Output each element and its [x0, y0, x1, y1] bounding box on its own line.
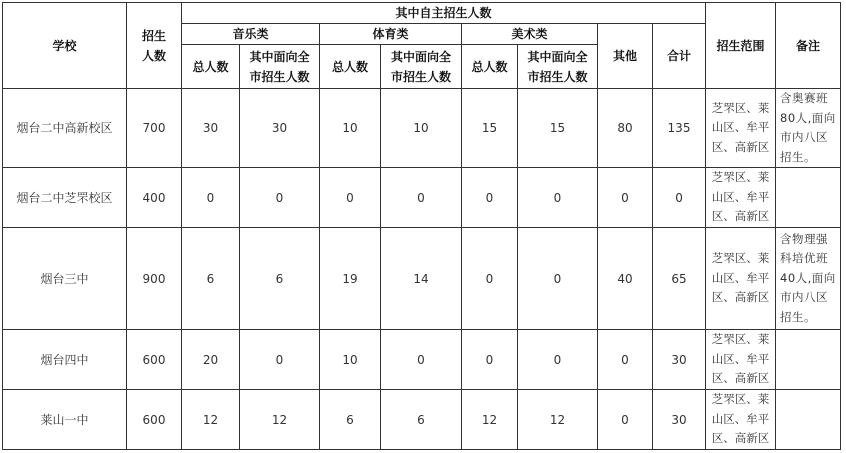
- header-self-enroll: 其中自主招生人数: [182, 3, 706, 24]
- cell-art-total: 0: [462, 168, 518, 228]
- cell-sum: 65: [653, 228, 706, 330]
- header-note: 备注: [776, 3, 841, 89]
- header-citywide-line: 市招生人数: [527, 69, 588, 84]
- header-art: 美术类: [462, 24, 598, 45]
- table-row: [3, 228, 841, 330]
- cell-art-city: 0: [518, 168, 598, 228]
- cell-sum: 0: [653, 168, 706, 228]
- header-music-citywide: [240, 45, 320, 89]
- cell-music-total: 0: [182, 168, 240, 228]
- cell-music-total: 6: [182, 228, 240, 330]
- cell-art-city: 0: [518, 330, 598, 390]
- cell-note: [776, 390, 841, 450]
- cell-art-total: 0: [462, 228, 518, 330]
- cell-sports-total: 6: [320, 390, 381, 450]
- note-line: 招生。: [780, 309, 817, 324]
- cell-sports-city: 14: [381, 228, 462, 330]
- enrollment-table: [2, 2, 841, 450]
- cell-sports-city: 6: [381, 390, 462, 450]
- range-line: 区、高新区: [711, 290, 770, 305]
- range-line: 芝罘区、莱: [711, 332, 770, 347]
- table-body: [3, 89, 841, 450]
- header-enroll: [127, 3, 182, 89]
- range-line: 芝罘区、莱: [711, 170, 770, 185]
- cell-sum: 135: [653, 89, 706, 168]
- cell-sports-city: 0: [381, 168, 462, 228]
- cell-sum: 30: [653, 330, 706, 390]
- cell-range: [706, 168, 776, 228]
- cell-range: [706, 89, 776, 168]
- cell-enroll: 600: [127, 330, 182, 390]
- table-row: [3, 330, 841, 390]
- note-line: 市内八区: [780, 130, 829, 144]
- header-sports: 体育类: [320, 24, 462, 45]
- cell-sports-city: 0: [381, 330, 462, 390]
- note-line: 含奥赛班: [780, 91, 829, 105]
- note-line: 含物理强: [780, 231, 829, 246]
- range-line: 山区、牟平: [711, 351, 770, 366]
- header-citywide-line: 市招生人数: [390, 69, 451, 84]
- cell-sports-total: 0: [320, 168, 381, 228]
- cell-music-city: 0: [240, 330, 320, 390]
- header-range: 招生范围: [706, 3, 776, 89]
- header-sports-citywide: [381, 45, 462, 89]
- cell-school: 烟台四中: [3, 330, 127, 390]
- cell-note: [776, 89, 841, 168]
- header-other: 其他: [598, 24, 653, 89]
- cell-other: 40: [598, 228, 653, 330]
- note-line: 科培优班: [780, 251, 829, 266]
- cell-sum: 30: [653, 390, 706, 450]
- cell-school: 烟台二中高新校区: [3, 89, 127, 168]
- cell-enroll: 400: [127, 168, 182, 228]
- cell-art-total: 0: [462, 330, 518, 390]
- header-music-total: 总人数: [182, 45, 240, 89]
- cell-music-city: 0: [240, 168, 320, 228]
- cell-art-city: 15: [518, 89, 598, 168]
- cell-range: [706, 390, 776, 450]
- cell-music-total: 20: [182, 330, 240, 390]
- cell-school: 莱山一中: [3, 390, 127, 450]
- table-row: [3, 390, 841, 450]
- note-line: 40人,面向: [780, 270, 836, 285]
- range-line: 山区、牟平: [711, 120, 770, 135]
- cell-range: [706, 330, 776, 390]
- range-line: 区、高新区: [711, 209, 770, 224]
- range-line: 山区、牟平: [711, 411, 770, 426]
- cell-sports-total: 10: [320, 330, 381, 390]
- header-school: 学校: [3, 3, 127, 89]
- header-sports-total: 总人数: [320, 45, 381, 89]
- header-enroll-line: 人数: [141, 48, 166, 63]
- cell-school: 烟台二中芝罘校区: [3, 168, 127, 228]
- cell-music-city: 30: [240, 89, 320, 168]
- cell-note: [776, 168, 841, 228]
- header-music: 音乐类: [182, 24, 320, 45]
- cell-art-city: 0: [518, 228, 598, 330]
- cell-enroll: 700: [127, 89, 182, 168]
- cell-sports-total: 10: [320, 89, 381, 168]
- header-citywide-line: 其中面向全: [390, 49, 451, 64]
- range-line: 区、高新区: [711, 371, 770, 386]
- cell-other: 0: [598, 330, 653, 390]
- cell-music-total: 30: [182, 89, 240, 168]
- cell-enroll: 900: [127, 228, 182, 330]
- range-line: 山区、牟平: [711, 189, 770, 204]
- cell-other: 0: [598, 390, 653, 450]
- range-line: 芝罘区、莱: [711, 251, 770, 266]
- header-citywide-line: 市招生人数: [249, 69, 310, 84]
- header-art-citywide: [518, 45, 598, 89]
- note-line: 市内八区: [780, 290, 829, 305]
- header-art-total: 总人数: [462, 45, 518, 89]
- header-sum: 合计: [653, 24, 706, 89]
- cell-music-total: 12: [182, 390, 240, 450]
- cell-note: [776, 228, 841, 330]
- cell-note: [776, 330, 841, 390]
- header-citywide-line: 其中面向全: [249, 49, 310, 64]
- note-line: 招生。: [780, 149, 817, 164]
- cell-sports-total: 19: [320, 228, 381, 330]
- range-line: 区、高新区: [711, 431, 770, 446]
- header-enroll-line: 招生: [141, 28, 166, 43]
- cell-other: 80: [598, 89, 653, 168]
- cell-enroll: 600: [127, 390, 182, 450]
- cell-school: 烟台三中: [3, 228, 127, 330]
- cell-art-total: 12: [462, 390, 518, 450]
- range-line: 山区、牟平: [711, 270, 770, 285]
- cell-sports-city: 10: [381, 89, 462, 168]
- range-line: 芝罘区、莱: [711, 392, 770, 407]
- table-row: [3, 89, 841, 168]
- cell-music-city: 6: [240, 228, 320, 330]
- note-line: 80人,面向: [780, 110, 836, 125]
- cell-art-total: 15: [462, 89, 518, 168]
- cell-art-city: 12: [518, 390, 598, 450]
- range-line: 区、高新区: [711, 139, 770, 154]
- cell-music-city: 12: [240, 390, 320, 450]
- header-citywide-line: 其中面向全: [527, 49, 588, 64]
- table-row: [3, 168, 841, 228]
- cell-range: [706, 228, 776, 330]
- range-line: 芝罘区、莱: [711, 100, 770, 115]
- cell-other: 0: [598, 168, 653, 228]
